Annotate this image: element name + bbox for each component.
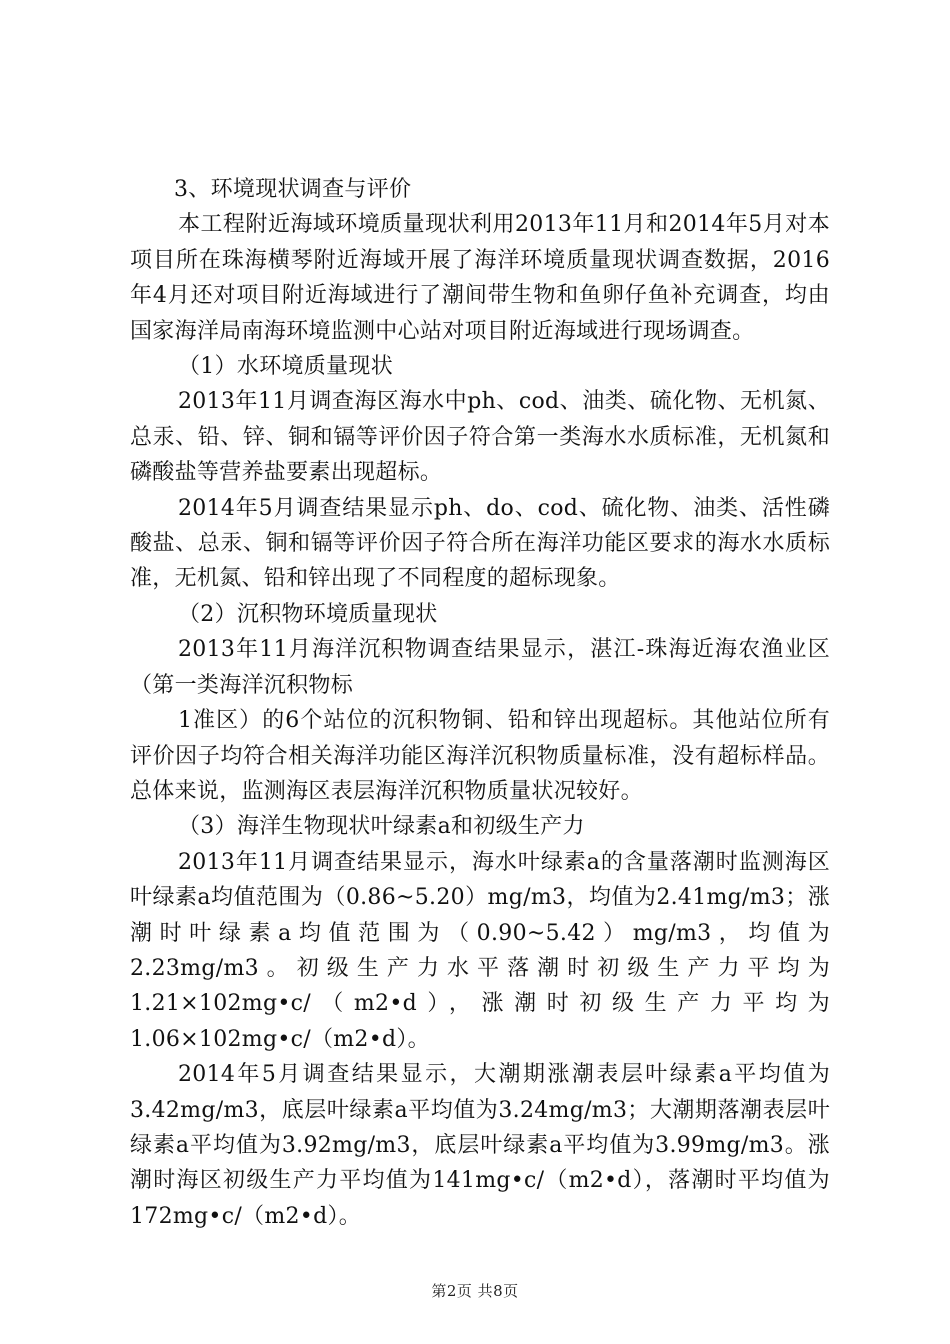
paragraph-chlorophyll-2014: 2014年5月调查结果显示，大潮期涨潮表层叶绿素a平均值为3.42mg/m3，底层叶绿素a平均值为3.24mg/m3；大潮期落潮表层叶绿素a平均值为3.92mg/m3，底层叶绿素a平均值为3.99mg/m3。涨潮时海区初级生产力平均值为141mg•c/（m2•d），落潮时平均值为172mg•c/（m2•d）。 — [130, 1062, 830, 1229]
subheading-sediment-quality: （2）沉积物环境质量现状 — [178, 601, 438, 627]
section-heading: 3、环境现状调查与评价 — [174, 177, 412, 202]
subheading-water-quality: （1）水环境质量现状 — [178, 354, 393, 380]
subheading-marine-biology: （3）海洋生物现状叶绿素a和初级生产力 — [178, 814, 585, 840]
paragraph-chlorophyll-2013: 2013年11月调查结果显示，海水叶绿素a的含量落潮时监测海区叶绿素a均值范围为（0.86~5.20）mg/m3，均值为2.41mg/m3；涨潮时叶绿素a均值范围为（0.90~5.42）mg/m3，均值为2.23mg/m3。初级生产力水平落潮时初级生产力平均为1.21×102mg•c/（m2•d），涨潮时初级生产力平均为1.06×102mg•c/（m2•d）。 — [130, 849, 830, 1052]
paragraph-water-2013: 2013年11月调查海区海水中ph、cod、油类、硫化物、无机氮、总汞、铅、锌、铜和镉等评价因子符合第一类海水水质标准，无机氮和磷酸盐等营养盐要素出现超标。 — [130, 389, 830, 486]
document-body — [130, 172, 830, 1234]
paragraph-intro: 本工程附近海域环境质量现状利用2013年11月和2014年5月对本项目所在珠海横琴附近海域开展了海洋环境质量现状调查数据，2016年4月还对项目附近海域进行了潮间带生物和鱼卵仔鱼补充调查，均由国家海洋局南海环境监测中心站对项目附近海域进行现场调查。 — [130, 212, 830, 344]
page-number-footer: 第2页 共8页 — [431, 1282, 519, 1300]
paragraph-water-2014: 2014年5月调查结果显示ph、do、cod、硫化物、油类、活性磷酸盐、总汞、铜和镉等评价因子符合所在海洋功能区要求的海水水质标准，无机氮、铅和锌出现了不同程度的超标现象。 — [130, 495, 830, 592]
paragraph-sediment-2013: 2013年11月海洋沉积物调查结果显示，湛江-珠海近海农渔业区（第一类海洋沉积物标 — [130, 637, 830, 698]
paragraph-sediment-continued: 1准区）的6个站位的沉积物铜、铅和锌出现超标。其他站位所有评价因子均符合相关海洋功能区海洋沉积物质量标准，没有超标样品。总体来说，监测海区表层海洋沉积物质量状况较好。 — [130, 708, 830, 804]
